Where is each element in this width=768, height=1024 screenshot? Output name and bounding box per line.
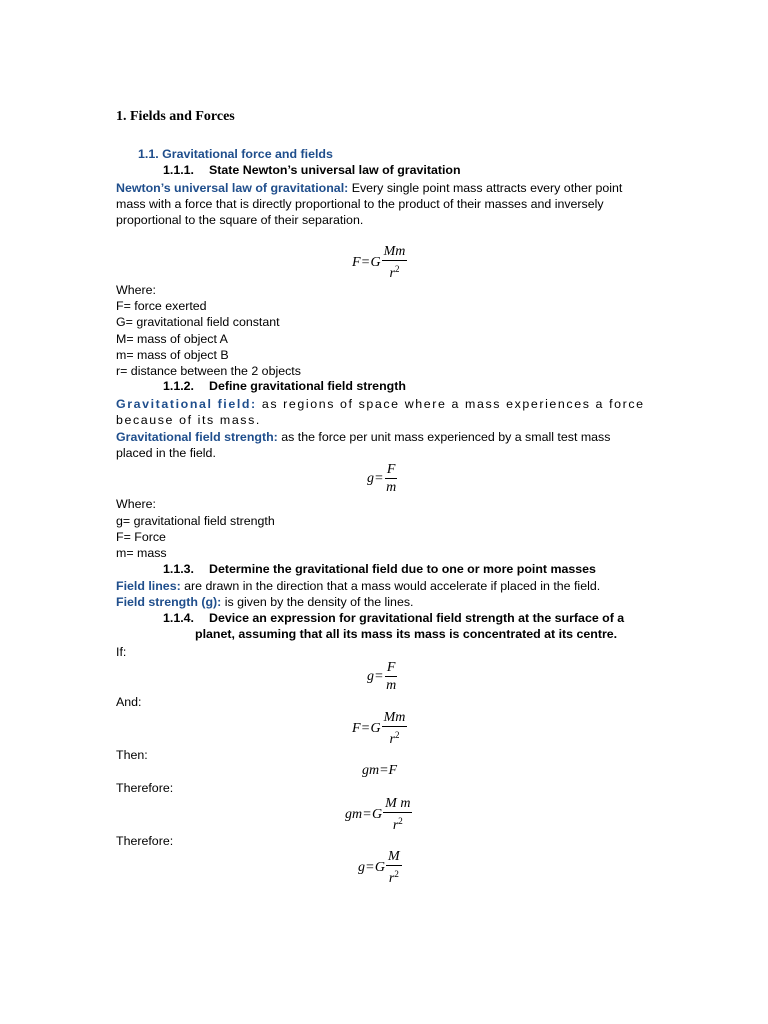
eq-denominator: $r^2$ <box>389 264 400 281</box>
therefore-label-2: Therefore: <box>116 834 174 848</box>
equation-newton-law <box>352 244 407 281</box>
eq-denominator: m <box>386 480 397 495</box>
section-1-1-4 <box>163 611 624 625</box>
section-1-1-2 <box>163 379 406 393</box>
eq-fraction <box>382 710 408 747</box>
newton-definition-line3: proportional to the square of their separation. <box>116 213 364 227</box>
eq-equals: = <box>361 254 370 270</box>
newton-text-1: Every single point mass attracts every other point <box>348 181 623 195</box>
eq-equals: = <box>363 806 372 822</box>
equation-field-strength <box>367 462 397 495</box>
section-number: 1.1.1. <box>163 163 195 177</box>
strength-definition-line1 <box>116 429 610 445</box>
where2-item: g= gravitational field strength <box>116 514 275 528</box>
eq-constant: G <box>370 720 381 736</box>
eq-equals: = <box>375 470 383 486</box>
eq-equals: = <box>361 720 370 736</box>
strength-definition-line2: placed in the field. <box>116 446 216 460</box>
heading-gravitational-force: 1.1. Gravitational force and fields <box>138 147 333 161</box>
equation-g-surface <box>358 849 402 886</box>
eq-lhs: g <box>358 859 365 875</box>
eq-numerator: M m <box>385 796 411 811</box>
section-title: Device an expression for gravitational field strength at the surface of a <box>209 611 625 625</box>
eq-fraction <box>382 244 408 281</box>
section-1-1-3 <box>163 562 596 576</box>
eq-denominator: $r^2$ <box>389 730 400 747</box>
strength-term: Gravitational field strength: <box>116 430 278 444</box>
field-strength-text: is given by the density of the lines. <box>221 595 414 609</box>
therefore-label-1: Therefore: <box>116 781 174 795</box>
eq-fraction <box>386 849 402 886</box>
eq-lhs: gm <box>345 806 363 822</box>
equation-newton-law-2 <box>352 710 407 747</box>
field-lines-term: Field lines: <box>116 579 181 593</box>
eq-fraction <box>383 796 412 833</box>
where1-item: G= gravitational field constant <box>116 315 280 329</box>
heading-fields-and-forces: 1. Fields and Forces <box>116 109 235 124</box>
field-lines-text: are drawn in the direction that a mass would accelerate if placed in the field. <box>180 579 601 593</box>
newton-definition-line2: mass with a force that is directly proportional to the product of their masses and inversely <box>116 197 604 211</box>
field-strength-term: Field strength (g): <box>116 595 222 609</box>
field-term: Gravitational field: <box>116 397 257 411</box>
eq-numerator: F <box>386 462 396 477</box>
equation-g-equals-f-over-m <box>367 660 397 693</box>
where1-item: r= distance between the 2 objects <box>116 364 301 378</box>
section-1-1-1 <box>163 163 461 177</box>
where-label-2: Where: <box>116 497 156 511</box>
where2-item: F= Force <box>116 530 166 544</box>
eq-denominator: $r^2$ <box>392 816 403 833</box>
where2-item: m= mass <box>116 546 167 560</box>
eq-numerator: Mm <box>383 710 406 725</box>
if-label: If: <box>116 645 127 659</box>
field-definition-line2: because of its mass. <box>116 413 261 427</box>
section-title: State Newton’s universal law of gravitation <box>209 163 461 177</box>
eq-constant: G <box>374 859 386 875</box>
section-number: 1.1.4. <box>163 611 195 625</box>
where-label-1: Where: <box>116 283 156 297</box>
field-strength-definition <box>116 594 413 610</box>
eq-equals: = <box>366 859 374 875</box>
section-number: 1.1.2. <box>163 379 195 393</box>
eq-lhs: g <box>367 470 374 486</box>
where1-item: F= force exerted <box>116 299 207 313</box>
equation-gm-equals-f: gm=F <box>362 763 398 778</box>
section-1-1-4-continued: planet, assuming that all its mass its mass is concentrated at its centre. <box>195 627 618 641</box>
eq-lhs: F <box>352 254 361 270</box>
section-title: Define gravitational field strength <box>209 379 406 393</box>
newton-term: Newton’s universal law of gravitational: <box>116 181 349 195</box>
eq-denominator: m <box>386 678 397 693</box>
eq-numerator: M <box>388 849 400 864</box>
eq-fraction <box>385 462 398 495</box>
where1-item: M= mass of object A <box>116 332 228 346</box>
section-title: Determine the gravitational field due to one or more point masses <box>209 562 596 576</box>
eq-fraction <box>385 660 398 693</box>
eq-equals: = <box>375 668 383 684</box>
field-lines-definition <box>116 578 600 594</box>
eq-numerator: Mm <box>383 244 406 259</box>
eq-denominator: $r^2$ <box>388 869 399 886</box>
equation-gm-equals-gmm <box>345 796 412 833</box>
strength-text-1: as the force per unit mass experienced by a small test mass <box>277 430 611 444</box>
field-definition-line1 <box>116 396 645 412</box>
eq-numerator: F <box>386 660 396 675</box>
then-label: Then: <box>116 748 148 762</box>
eq-lhs: F <box>352 720 361 736</box>
where1-item: m= mass of object B <box>116 348 229 362</box>
section-number: 1.1.3. <box>163 562 195 576</box>
and-label: And: <box>116 695 142 709</box>
eq-constant: G <box>372 806 383 822</box>
field-text-1: as regions of space where a mass experiences a force <box>256 397 645 411</box>
eq-constant: G <box>370 254 381 270</box>
newton-definition-line1 <box>116 180 622 196</box>
eq-lhs: g <box>367 668 374 684</box>
